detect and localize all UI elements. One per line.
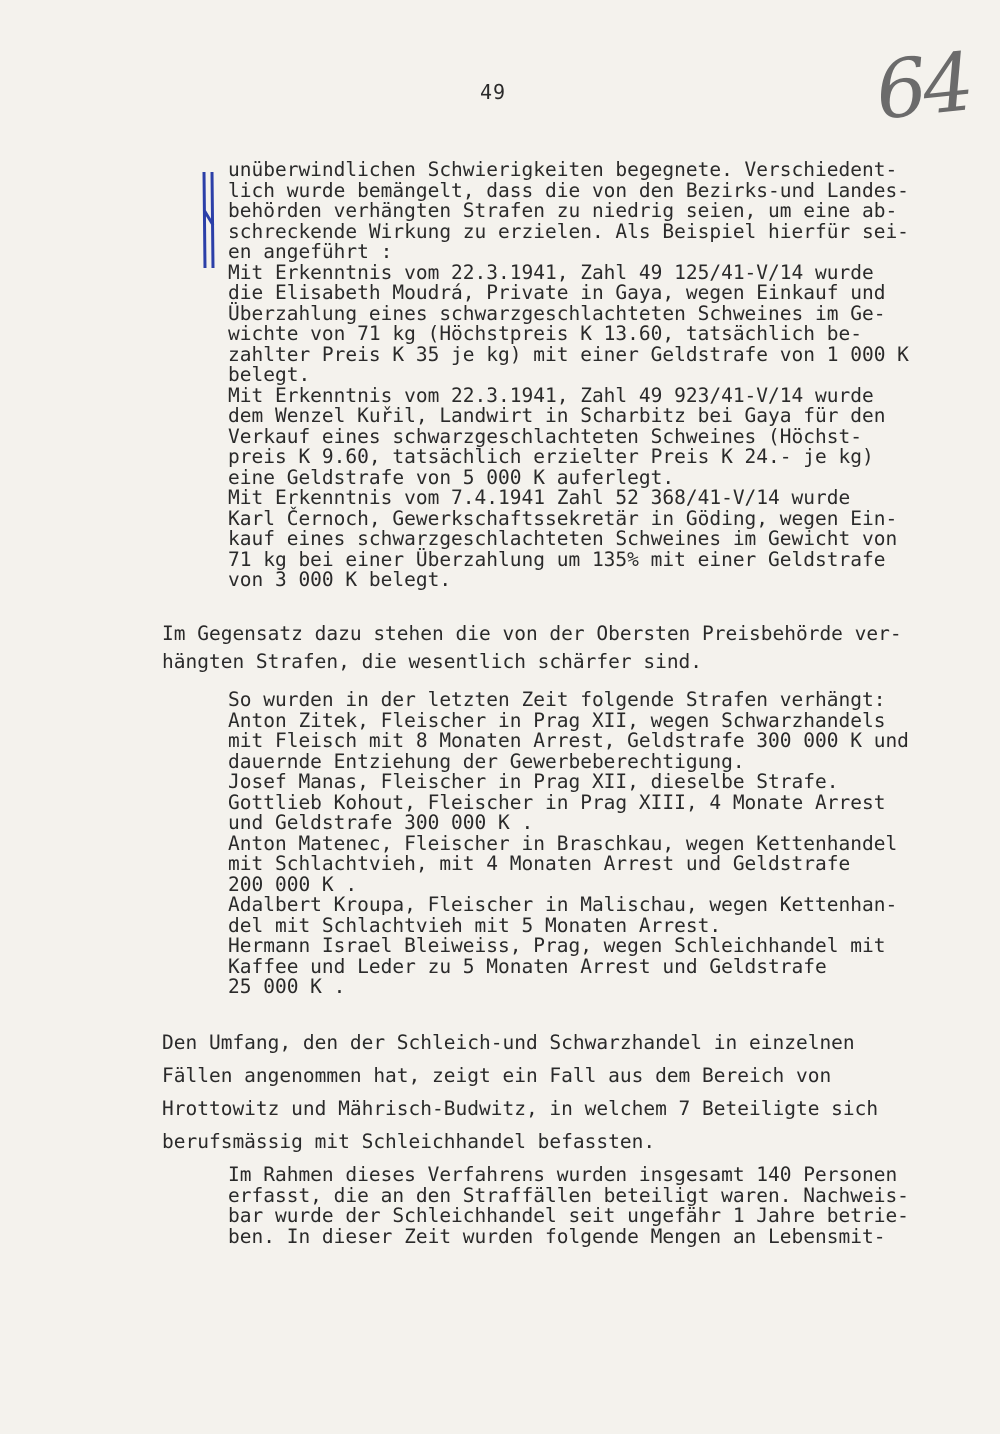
text-line: Mit Erkenntnis vom 7.4.1941 Zahl 52 368/41-V/14 wurde	[228, 486, 851, 509]
text-line: Gottlieb Kohout, Fleischer in Prag XIII, 4 Monate Arrest	[228, 790, 886, 814]
paragraph-penalties-district	[228, 160, 909, 591]
text-line: behörden verhängten Strafen zu niedrig seien, um eine ab-	[228, 199, 898, 222]
text-line: del mit Schlachtvieh mit 5 Monaten Arrest.	[228, 913, 722, 937]
text-line: die Elisabeth Moudrá, Private in Gaya, wegen Einkauf und	[228, 281, 886, 304]
page-number: 49	[480, 80, 507, 104]
text-line: Fällen angenommen hat, zeigt ein Fall aus dem Bereich von	[162, 1064, 832, 1087]
text-line: Anton Zitek, Fleischer in Prag XII, wegen Schwarzhandels	[228, 708, 886, 732]
paragraph-contrast	[162, 620, 902, 676]
text-line: mit Schlachtvieh, mit 4 Monaten Arrest und Geldstrafe	[228, 852, 851, 875]
text-line: Hermann Israel Bleiweiss, Prag, wegen Schleichhandel mit	[228, 934, 886, 957]
text-line: Kaffee und Leder zu 5 Monaten Arrest und Geldstrafe	[228, 954, 827, 978]
text-line: Anton Matenec, Fleischer in Braschkau, wegen Kettenhandel	[228, 831, 898, 855]
text-line: schreckende Wirkung zu erzielen. Als Beispiel hierfür sei-	[228, 219, 909, 243]
text-line: Adalbert Kroupa, Fleischer in Malischau, wegen Kettenhan-	[228, 893, 898, 916]
margin-mark-icon	[200, 170, 218, 270]
text-line: 25 000 K .	[228, 975, 346, 998]
text-line: ben. In dieser Zeit wurden folgende Mengen an Lebensmit-	[228, 1224, 886, 1248]
text-line: erfasst, die an den Straffällen beteiligt waren. Nachweis-	[228, 1183, 909, 1207]
text-line: dem Wenzel Kuřil, Landwirt in Scharbitz bei Gaya für den	[228, 404, 886, 427]
paragraph-proceedings	[228, 1165, 909, 1247]
text-line: So wurden in der letzten Zeit folgende Strafen verhängt:	[228, 688, 886, 711]
text-line: lich wurde bemängelt, dass die von den Bezirks-und Landes-	[228, 178, 909, 202]
text-line: Hrottowitz und Mährisch-Budwitz, in welchem 7 Beteiligte sich	[162, 1097, 879, 1120]
text-line: kauf eines schwarzgeschlachteten Schweines im Gewicht von	[228, 527, 898, 550]
text-line: belegt.	[228, 363, 311, 386]
text-line: Mit Erkenntnis vom 22.3.1941, Zahl 49 923/41-V/14 wurde	[228, 383, 874, 407]
text-line: Den Umfang, den der Schleich-und Schwarzhandel in einzelnen	[162, 1031, 855, 1054]
text-line: berufsmässig mit Schleichhandel befassten.	[162, 1130, 656, 1153]
text-line: Josef Manas, Fleischer in Prag XII, dieselbe Strafe.	[228, 770, 839, 793]
handwritten-folio-number: 64	[871, 35, 975, 138]
text-line: dauernde Entziehung der Gewerbeberechtigung.	[228, 749, 745, 773]
text-line: zahlter Preis K 35 je kg) mit einer Geldstrafe von 1 000 K	[228, 342, 909, 366]
text-line: en angeführt :	[228, 240, 393, 263]
text-line: Im Rahmen dieses Verfahrens wurden insgesamt 140 Personen	[228, 1163, 898, 1186]
text-line: Im Gegensatz dazu stehen die von der Obersten Preisbehörde ver-	[162, 622, 902, 645]
paragraph-scope	[162, 1026, 878, 1158]
text-line: 71 kg bei einer Überzahlung um 135% mit einer Geldstrafe	[228, 547, 886, 571]
text-line: Überzahlung eines schwarzgeschlachteten Schweines im Ge-	[228, 301, 886, 325]
text-line: unüberwindlichen Schwierigkeiten begegnete. Verschiedent-	[228, 158, 898, 181]
paragraph-penalties-list	[228, 690, 909, 998]
text-line: Karl Černoch, Gewerkschaftssekretär in Göding, wegen Ein-	[228, 506, 898, 530]
text-line: preis K 9.60, tatsächlich erzielter Preis K 24.- je kg)	[228, 445, 874, 468]
text-line: mit Fleisch mit 8 Monaten Arrest, Geldstrafe 300 000 K und	[228, 729, 909, 752]
text-line: wichte von 71 kg (Höchstpreis K 13.60, tatsächlich be-	[228, 322, 862, 345]
text-line: 200 000 K .	[228, 872, 358, 896]
text-line: und Geldstrafe 300 000 K .	[228, 811, 534, 834]
text-line: hängten Strafen, die wesentlich schärfer sind.	[162, 650, 703, 673]
text-line: von 3 000 K belegt.	[228, 568, 452, 591]
text-line: Verkauf eines schwarzgeschlachteten Schweines (Höchst-	[228, 424, 862, 448]
text-line: Mit Erkenntnis vom 22.3.1941, Zahl 49 125/41-V/14 wurde	[228, 260, 874, 284]
text-line: eine Geldstrafe von 5 000 K auferlegt.	[228, 465, 675, 489]
text-line: bar wurde der Schleichhandel seit ungefähr 1 Jahre betrie-	[228, 1204, 909, 1227]
